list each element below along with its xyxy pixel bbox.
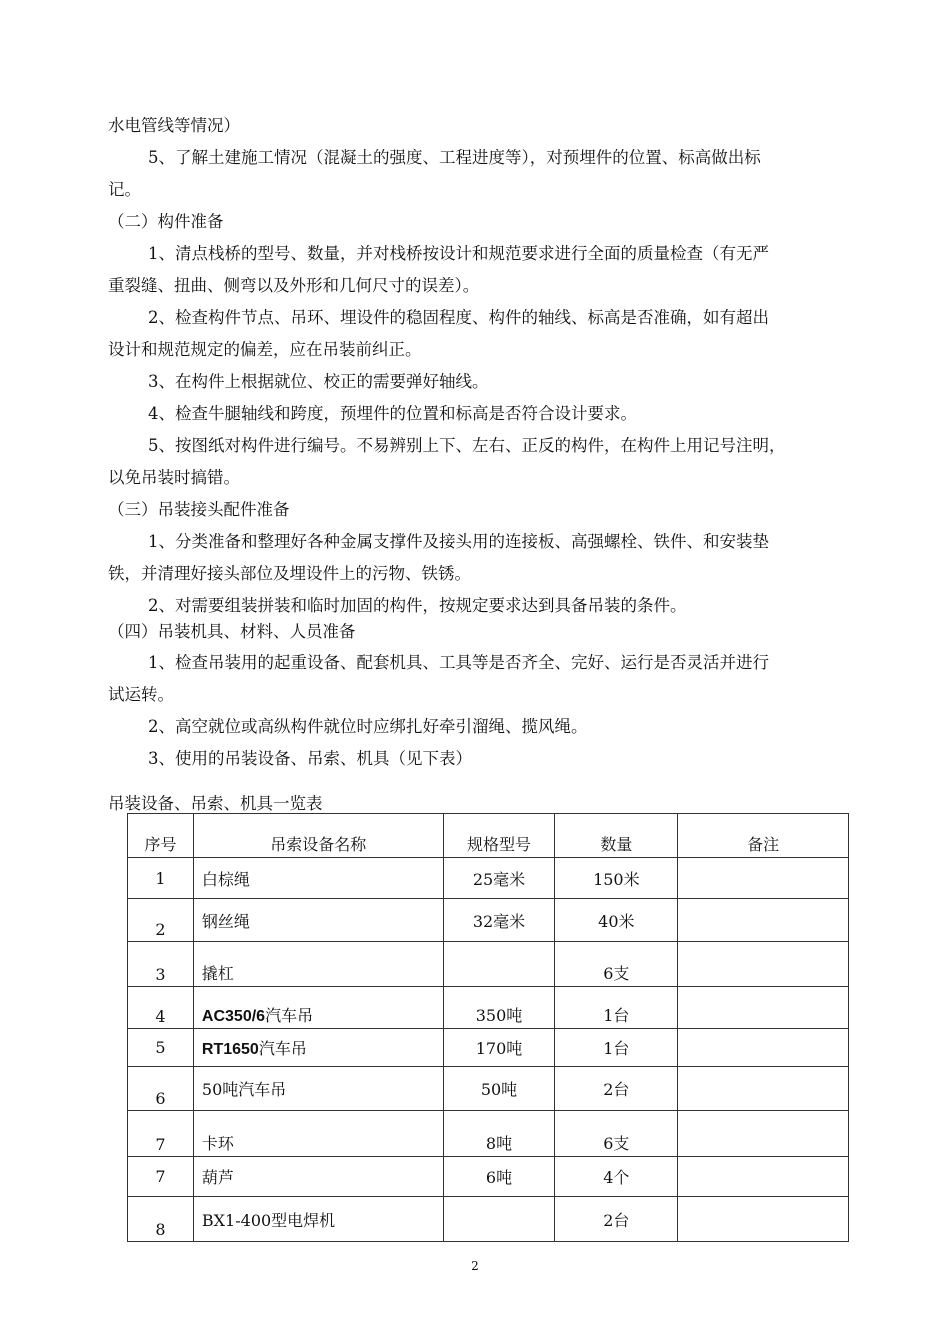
cell-spec: 25毫米 <box>443 858 555 899</box>
paragraph-line: 1、分类准备和整理好各种金属支撑件及接头用的连接板、高强螺栓、铁件、和安装垫 <box>148 532 769 551</box>
cell-qty: 2台 <box>555 1197 678 1242</box>
cell-name <box>193 1029 443 1067</box>
paragraph-line: 铁，并清理好接头部位及埋设件上的污物、铁锈。 <box>108 564 471 583</box>
cell-name: 葫芦 <box>193 1157 443 1197</box>
cell-spec: 50吨 <box>443 1067 555 1111</box>
paragraph-line: 3、使用的吊装设备、吊索、机具（见下表） <box>148 749 472 768</box>
paragraph-line: 记。 <box>108 180 141 199</box>
cell-qty: 4个 <box>555 1157 678 1197</box>
cell-note <box>678 942 849 987</box>
cell-name: 白棕绳 <box>193 858 443 899</box>
paragraph-line: 2、检查构件节点、吊环、埋设件的稳固程度、构件的轴线、标高是否准确，如有超出 <box>148 308 769 327</box>
table-header-row <box>128 814 849 858</box>
table-row <box>128 1197 849 1242</box>
section-heading: （四）吊装机具、材料、人员准备 <box>108 622 356 641</box>
header-qty: 数量 <box>555 814 678 858</box>
header-note: 备注 <box>678 814 849 858</box>
header-spec: 规格型号 <box>443 814 555 858</box>
equipment-table <box>127 813 849 1242</box>
cell-note <box>678 1197 849 1242</box>
table-row <box>128 1157 849 1197</box>
cell-note <box>678 899 849 942</box>
paragraph-line: 5、按图纸对构件进行编号。不易辨别上下、左右、正反的构件，在构件上用记号注明， <box>148 436 786 455</box>
section-heading: （二）构件准备 <box>108 212 224 231</box>
cell-no: 4 <box>128 987 194 1029</box>
cell-name: BX1-400型电焊机 <box>193 1197 443 1242</box>
cell-spec: 170吨 <box>443 1029 555 1067</box>
cell-no: 2 <box>128 899 194 942</box>
paragraph-line: 2、对需要组装拼装和临时加固的构件，按规定要求达到具备吊装的条件。 <box>148 596 687 615</box>
crane-model: RT1650 <box>201 1041 259 1058</box>
table-row <box>128 858 849 899</box>
table-row <box>128 987 849 1029</box>
header-name: 吊索设备名称 <box>193 814 443 858</box>
cell-spec: 6吨 <box>443 1157 555 1197</box>
paragraph-line: 3、在构件上根据就位、校正的需要弹好轴线。 <box>148 372 489 391</box>
paragraph-line: 以免吊装时搞错。 <box>108 468 240 487</box>
paragraph-line: 2、高空就位或高纵构件就位时应绑扎好牵引溜绳、揽风绳。 <box>148 717 588 736</box>
cell-qty: 40米 <box>555 899 678 942</box>
crane-type: 汽车吊 <box>258 1039 307 1058</box>
paragraph-line: 1、清点栈桥的型号、数量，并对栈桥按设计和规范要求进行全面的质量检查（有无严 <box>148 244 769 263</box>
section-heading: （三）吊装接头配件准备 <box>108 500 290 519</box>
paragraph-line: 试运转。 <box>108 685 174 704</box>
cell-name: 50吨汽车吊 <box>193 1067 443 1111</box>
cell-no: 5 <box>128 1029 194 1067</box>
table-row <box>128 1111 849 1157</box>
crane-model: AC350/6 <box>201 1008 266 1025</box>
table-row <box>128 899 849 942</box>
cell-note <box>678 1029 849 1067</box>
table-row <box>128 1029 849 1067</box>
cell-no: 6 <box>128 1067 194 1111</box>
cell-spec <box>443 942 555 987</box>
cell-no: 8 <box>128 1197 194 1242</box>
cell-name <box>193 987 443 1029</box>
cell-name: 钢丝绳 <box>193 899 443 942</box>
cell-no: 1 <box>128 858 194 899</box>
paragraph-line: 5、了解土建施工情况（混凝土的强度、工程进度等），对预埋件的位置、标高做出标 <box>148 148 761 167</box>
cell-qty: 6支 <box>555 1111 678 1157</box>
cell-qty: 1台 <box>555 987 678 1029</box>
cell-spec: 350吨 <box>443 987 555 1029</box>
cell-note <box>678 1157 849 1197</box>
cell-note <box>678 1111 849 1157</box>
cell-spec: 8吨 <box>443 1111 555 1157</box>
cell-note <box>678 1067 849 1111</box>
cell-no: 7 <box>128 1111 194 1157</box>
cell-no: 7 <box>128 1157 194 1197</box>
paragraph-line: 1、检查吊装用的起重设备、配套机具、工具等是否齐全、完好、运行是否灵活并进行 <box>148 653 769 672</box>
cell-spec <box>443 1197 555 1242</box>
crane-type: 汽车吊 <box>265 1006 314 1025</box>
cell-name: 卡环 <box>193 1111 443 1157</box>
cell-note <box>678 987 849 1029</box>
page-number: 2 <box>471 1259 479 1273</box>
paragraph-line: 重裂缝、扭曲、侧弯以及外形和几何尺寸的误差）。 <box>108 276 480 295</box>
paragraph-line: 水电管线等情况） <box>108 116 240 135</box>
cell-no: 3 <box>128 942 194 987</box>
table-caption: 吊装设备、吊索、机具一览表 <box>108 794 323 813</box>
cell-qty: 1台 <box>555 1029 678 1067</box>
paragraph-line: 设计和规范规定的偏差，应在吊装前纠正。 <box>108 340 422 359</box>
cell-qty: 6支 <box>555 942 678 987</box>
header-no: 序号 <box>128 814 194 858</box>
cell-note <box>678 858 849 899</box>
table-row <box>128 1067 849 1111</box>
paragraph-line: 4、检查牛腿轴线和跨度，预埋件的位置和标高是否符合设计要求。 <box>148 404 637 423</box>
cell-name: 撬杠 <box>193 942 443 987</box>
cell-spec: 32毫米 <box>443 899 555 942</box>
table-row <box>128 942 849 987</box>
cell-qty: 2台 <box>555 1067 678 1111</box>
cell-qty: 150米 <box>555 858 678 899</box>
